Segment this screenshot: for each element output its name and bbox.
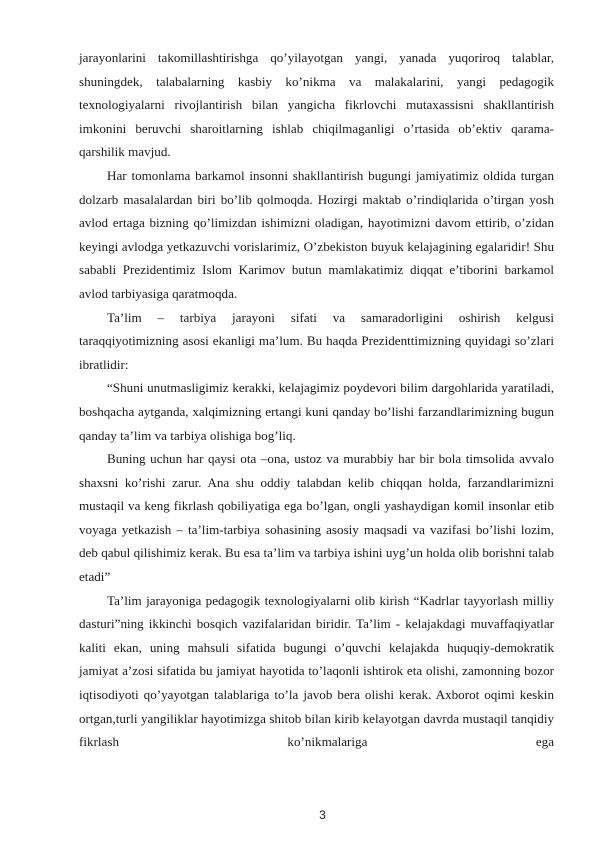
paragraph-1: jarayonlarini takomillashtirishga qo’yilayotgan yangi, yanada yuqoriroq talablar, shuningdek, talabalarning kasbiy ko’nikma va malakalarini, yangi pedagogik texnologiyalarni rivojlantirish bilan yangicha fikrlovchi mutaxassisni shakllantirish imkonini beruvchi sharoitlarning ishlab chiqilmaganligi o’rtasida ob’ektiv qarama-qarshilik mavjud. <box>79 50 554 160</box>
document-page <box>79 46 554 754</box>
paragraph-3: Ta’lim – tarbiya jarayoni sifati va samaradorligini oshirish kelgusi taraqqiyotimizning asosi ekanligi ma’lum. Bu haqda Prezidenttimizning quyidagi so’zlari ibratlidir: <box>79 309 554 372</box>
paragraph-6: Ta’lim jarayoniga pedagogik texnologiyalarni olib kirish “Kadrlar tayyorlash milliy dasturi”ning ikkinchi bosqich vazifalaridan biridir. Ta’lim - kelajakdagi muvaffaqiyatlar kaliti ekan, uning mahsuli sifatida bugungi o’quvchi kelajakda huquqiy-demokratik jamiyat a’zosi sifatida bu jamiyat hayotida to’laqonli ishtirok eta olishi, zamonning bozor iqtisodiyoti qo’yayotgan talablariga to’la javob bera olishi kerak. Axborot oqimi keskin ortgan,turli yangiliklar hayotimizga shitob bilan kirib kelayotgan davrda mustaqil tanqidiy fikrlash ko’nikmalariga ega <box>79 592 554 750</box>
page-number: 3 <box>319 808 326 822</box>
paragraph-4: “Shuni unutmasligimiz kerakki, kelajagimiz poydevori bilim dargohlarida yaratiladi, boshqacha aytganda, xalqimizning ertangi kuni qanday bo’lishi farzandlarimizning bugun qanday ta’lim va tarbiya olishiga bog’liq. <box>79 380 554 443</box>
paragraph-5: Buning uchun har qaysi ota –ona, ustoz va murabbiy har bir bola timsolida avvalo shaxsni ko’rishi zarur. Ana shu oddiy talabdan kelib chiqqan holda, farzandlarimizni mustaqil va keng fikrlash qobiliyatiga ega bo’lgan, ongli yashaydigan komil insonlar etib voyaga yetkazish – ta’lim-tarbiya sohasining asosiy maqsadi va vazifasi bo’lishi lozim, deb qabul qilishimiz kerak. Bu esa ta’lim va tarbiya ishini uyg’un holda olib borishni talab etadi” <box>79 451 554 585</box>
paragraph-2: Har tomonlama barkamol insonni shakllantirish bugungi jamiyatimiz oldida turgan dolzarb masalalardan biri bo’lib qolmoqda. Hozirgi maktab o’rindiqlarida o’tirgan yosh avlod ertaga bizning qo’limizdan ishimizni oladigan, hayotimizni davom ettirib, o’zidan keyingi avlodga yetkazuvchi vorislarimiz, O’zbekiston buyuk kelajagining egalaridir! Shu sababli Prezidentimiz Islom Karimov butun mamlakatimiz diqqat e’tiborini barkamol avlod tarbiyasiga qaratmoqda. <box>79 167 554 301</box>
